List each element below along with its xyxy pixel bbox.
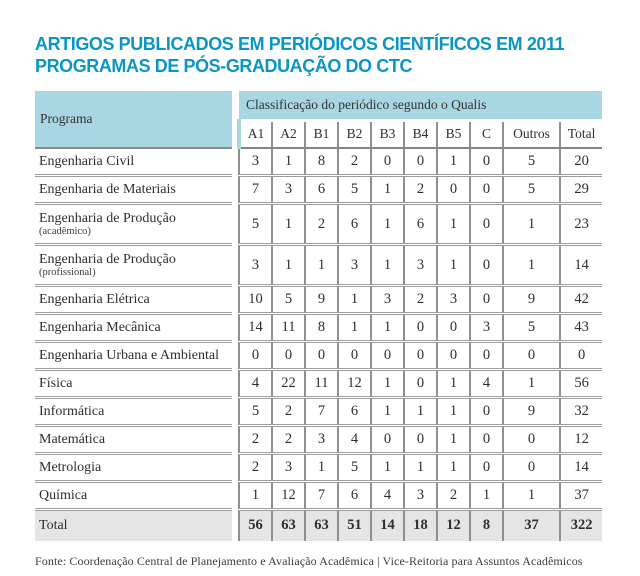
value-cell-a2: 63 — [272, 510, 305, 541]
value-cell-b1: 9 — [305, 286, 338, 314]
value-cell-a2: 22 — [272, 370, 305, 398]
value-cell-b1: 2 — [305, 204, 338, 245]
column-gutter — [232, 342, 239, 370]
value-cell-b5: 0 — [437, 342, 470, 370]
value-cell-a1: 4 — [239, 370, 272, 398]
header-row-merged — [35, 91, 602, 121]
column-header-b1: B1 — [305, 121, 338, 148]
column-header-outros: Outros — [503, 121, 560, 148]
value-cell-a1: 2 — [239, 454, 272, 482]
value-cell-a2: 0 — [272, 342, 305, 370]
table-row — [35, 426, 602, 454]
program-cell — [35, 482, 232, 510]
value-cell-c: 3 — [470, 314, 503, 342]
column-header-c: C — [470, 121, 503, 148]
value-cell-total: 0 — [560, 342, 602, 370]
value-cell-b2: 6 — [338, 398, 371, 426]
page-title-line2: PROGRAMAS DE PÓS-GRADUAÇÃO DO CTC — [35, 54, 413, 76]
table-row — [35, 370, 602, 398]
column-header-b4: B4 — [404, 121, 437, 148]
value-cell-b4: 2 — [404, 286, 437, 314]
value-cell-a1: 5 — [239, 398, 272, 426]
value-cell-c: 0 — [470, 454, 503, 482]
table-row — [35, 482, 602, 510]
program-cell — [35, 342, 232, 370]
column-gutter — [232, 176, 239, 204]
value-cell-b5: 1 — [437, 398, 470, 426]
value-cell-a1: 1 — [239, 482, 272, 510]
program-note: (acadêmico) — [39, 226, 91, 238]
value-cell-b4: 0 — [404, 148, 437, 176]
value-cell-b5: 0 — [437, 314, 470, 342]
value-cell-b3: 0 — [371, 148, 404, 176]
value-cell-b1: 1 — [305, 245, 338, 286]
value-cell-outros: 37 — [503, 510, 560, 541]
value-cell-a2: 3 — [272, 454, 305, 482]
value-cell-b1: 1 — [305, 454, 338, 482]
value-cell-b3: 1 — [371, 245, 404, 286]
table-row — [35, 286, 602, 314]
program-cell — [35, 398, 232, 426]
value-cell-b4: 3 — [404, 245, 437, 286]
program-label: Engenharia Urbana e Ambiental — [39, 347, 219, 363]
page-title — [35, 33, 622, 77]
value-cell-b2: 6 — [338, 482, 371, 510]
value-cell-b3: 14 — [371, 510, 404, 541]
value-cell-a2: 2 — [272, 426, 305, 454]
program-cell — [35, 176, 232, 204]
value-cell-c: 0 — [470, 426, 503, 454]
value-cell-a2: 3 — [272, 176, 305, 204]
value-cell-b2: 1 — [338, 314, 371, 342]
value-cell-b2: 3 — [338, 245, 371, 286]
qualis-group-header: Classificação do periódico segundo o Qualis — [239, 91, 602, 121]
value-cell-total: 12 — [560, 426, 602, 454]
column-header-a2: A2 — [272, 121, 305, 148]
value-cell-c: 0 — [470, 245, 503, 286]
column-header-b2: B2 — [338, 121, 371, 148]
value-cell-b3: 1 — [371, 370, 404, 398]
column-header-a1: A1 — [239, 121, 272, 148]
value-cell-b3: 0 — [371, 342, 404, 370]
value-cell-b1: 8 — [305, 314, 338, 342]
value-cell-outros: 0 — [503, 454, 560, 482]
value-cell-a1: 2 — [239, 426, 272, 454]
value-cell-outros: 9 — [503, 398, 560, 426]
table-row — [35, 176, 602, 204]
value-cell-outros: 5 — [503, 176, 560, 204]
value-cell-b1: 3 — [305, 426, 338, 454]
program-cell — [35, 370, 232, 398]
table-row — [35, 314, 602, 342]
program-cell — [35, 148, 232, 176]
program-cell — [35, 204, 232, 245]
program-label: Engenharia de Produção — [39, 251, 176, 267]
column-gutter — [232, 370, 239, 398]
value-cell-b1: 0 — [305, 342, 338, 370]
value-cell-b5: 12 — [437, 510, 470, 541]
value-cell-outros: 1 — [503, 204, 560, 245]
value-cell-a2: 1 — [272, 245, 305, 286]
value-cell-b1: 7 — [305, 398, 338, 426]
value-cell-a2: 5 — [272, 286, 305, 314]
value-cell-a2: 12 — [272, 482, 305, 510]
value-cell-outros: 0 — [503, 426, 560, 454]
publications-table — [35, 91, 602, 541]
page-title-line1: ARTIGOS PUBLICADOS EM PERIÓDICOS CIENTÍFICOS EM 2011 — [35, 33, 565, 54]
table-row — [35, 148, 602, 176]
program-cell — [35, 426, 232, 454]
column-gutter — [232, 91, 239, 148]
column-header-b5: B5 — [437, 121, 470, 148]
table-row — [35, 245, 602, 286]
value-cell-b2: 2 — [338, 148, 371, 176]
value-cell-outros: 9 — [503, 286, 560, 314]
value-cell-c: 1 — [470, 482, 503, 510]
program-column-header: Programa — [35, 91, 232, 148]
value-cell-c: 8 — [470, 510, 503, 541]
value-cell-outros: 0 — [503, 342, 560, 370]
value-cell-a1: 7 — [239, 176, 272, 204]
value-cell-b2: 12 — [338, 370, 371, 398]
total-row — [35, 510, 602, 541]
value-cell-b3: 0 — [371, 426, 404, 454]
value-cell-total: 32 — [560, 398, 602, 426]
value-cell-b5: 1 — [437, 245, 470, 286]
program-label: Matemática — [39, 431, 106, 447]
value-cell-b5: 3 — [437, 286, 470, 314]
value-cell-c: 0 — [470, 286, 503, 314]
program-label: Total — [39, 518, 68, 534]
value-cell-c: 0 — [470, 204, 503, 245]
value-cell-c: 0 — [470, 148, 503, 176]
value-cell-b2: 4 — [338, 426, 371, 454]
table-row — [35, 454, 602, 482]
table-row — [35, 342, 602, 370]
value-cell-b1: 11 — [305, 370, 338, 398]
value-cell-b4: 3 — [404, 482, 437, 510]
value-cell-b3: 1 — [371, 204, 404, 245]
value-cell-b1: 6 — [305, 176, 338, 204]
value-cell-b5: 1 — [437, 426, 470, 454]
column-gutter — [232, 454, 239, 482]
value-cell-b2: 5 — [338, 176, 371, 204]
program-label: Física — [39, 375, 73, 391]
value-cell-b4: 1 — [404, 398, 437, 426]
value-cell-outros: 1 — [503, 370, 560, 398]
value-cell-b2: 5 — [338, 454, 371, 482]
source-note: Fonte: Coordenação Central de Planejamento e Avaliação Acadêmica | Vice-Reitoria para Assuntos Acadêmicos — [35, 553, 583, 568]
program-label: Engenharia de Materiais — [39, 181, 176, 197]
value-cell-b4: 0 — [404, 426, 437, 454]
column-header-total: Total — [560, 121, 602, 148]
value-cell-total: 56 — [560, 370, 602, 398]
value-cell-b1: 7 — [305, 482, 338, 510]
value-cell-b2: 6 — [338, 204, 371, 245]
value-cell-b4: 2 — [404, 176, 437, 204]
column-gutter — [232, 314, 239, 342]
program-label: Engenharia Elétrica — [39, 291, 150, 307]
value-cell-a1: 10 — [239, 286, 272, 314]
value-cell-a1: 5 — [239, 204, 272, 245]
program-label: Engenharia de Produção — [39, 210, 176, 226]
value-cell-c: 0 — [470, 176, 503, 204]
value-cell-b2: 51 — [338, 510, 371, 541]
value-cell-outros: 1 — [503, 482, 560, 510]
value-cell-b3: 3 — [371, 286, 404, 314]
program-cell — [35, 510, 232, 541]
value-cell-a2: 1 — [272, 148, 305, 176]
value-cell-b4: 0 — [404, 314, 437, 342]
column-gutter — [232, 245, 239, 286]
value-cell-b5: 1 — [437, 148, 470, 176]
table-row — [35, 398, 602, 426]
value-cell-a2: 1 — [272, 204, 305, 245]
value-cell-b5: 1 — [437, 454, 470, 482]
value-cell-total: 14 — [560, 245, 602, 286]
value-cell-b3: 1 — [371, 314, 404, 342]
column-gutter — [232, 426, 239, 454]
program-label: Engenharia Mecânica — [39, 319, 161, 335]
value-cell-c: 0 — [470, 398, 503, 426]
value-cell-a1: 3 — [239, 148, 272, 176]
program-label: Metrologia — [39, 459, 102, 475]
value-cell-total: 37 — [560, 482, 602, 510]
value-cell-total: 20 — [560, 148, 602, 176]
value-cell-b3: 4 — [371, 482, 404, 510]
value-cell-b4: 18 — [404, 510, 437, 541]
program-label: Química — [39, 487, 88, 503]
value-cell-b2: 1 — [338, 286, 371, 314]
value-cell-b3: 1 — [371, 398, 404, 426]
value-cell-b5: 2 — [437, 482, 470, 510]
column-gutter — [232, 286, 239, 314]
value-cell-a2: 2 — [272, 398, 305, 426]
value-cell-a2: 11 — [272, 314, 305, 342]
value-cell-b1: 8 — [305, 148, 338, 176]
column-gutter — [232, 148, 239, 176]
value-cell-a1: 56 — [239, 510, 272, 541]
column-gutter — [232, 398, 239, 426]
value-cell-a1: 14 — [239, 314, 272, 342]
value-cell-total: 43 — [560, 314, 602, 342]
value-cell-c: 4 — [470, 370, 503, 398]
column-gutter — [232, 510, 239, 541]
program-label: Informática — [39, 403, 105, 419]
value-cell-b3: 1 — [371, 176, 404, 204]
value-cell-b1: 63 — [305, 510, 338, 541]
value-cell-total: 14 — [560, 454, 602, 482]
value-cell-outros: 5 — [503, 314, 560, 342]
value-cell-b3: 1 — [371, 454, 404, 482]
value-cell-outros: 1 — [503, 245, 560, 286]
value-cell-a1: 0 — [239, 342, 272, 370]
value-cell-b5: 1 — [437, 204, 470, 245]
value-cell-total: 322 — [560, 510, 602, 541]
value-cell-total: 23 — [560, 204, 602, 245]
value-cell-b5: 0 — [437, 176, 470, 204]
value-cell-b5: 1 — [437, 370, 470, 398]
value-cell-b2: 0 — [338, 342, 371, 370]
program-cell — [35, 314, 232, 342]
value-cell-total: 42 — [560, 286, 602, 314]
value-cell-total: 29 — [560, 176, 602, 204]
program-cell — [35, 245, 232, 286]
table-body — [35, 91, 602, 541]
program-cell — [35, 454, 232, 482]
column-gutter — [232, 204, 239, 245]
value-cell-b4: 0 — [404, 342, 437, 370]
column-gutter — [232, 482, 239, 510]
value-cell-c: 0 — [470, 342, 503, 370]
column-header-b3: B3 — [371, 121, 404, 148]
program-cell — [35, 286, 232, 314]
program-label: Engenharia Civil — [39, 153, 135, 169]
value-cell-outros: 5 — [503, 148, 560, 176]
program-note: (profissional) — [39, 267, 96, 279]
value-cell-b4: 6 — [404, 204, 437, 245]
table-row — [35, 204, 602, 245]
value-cell-b4: 0 — [404, 370, 437, 398]
value-cell-b4: 1 — [404, 454, 437, 482]
value-cell-a1: 3 — [239, 245, 272, 286]
